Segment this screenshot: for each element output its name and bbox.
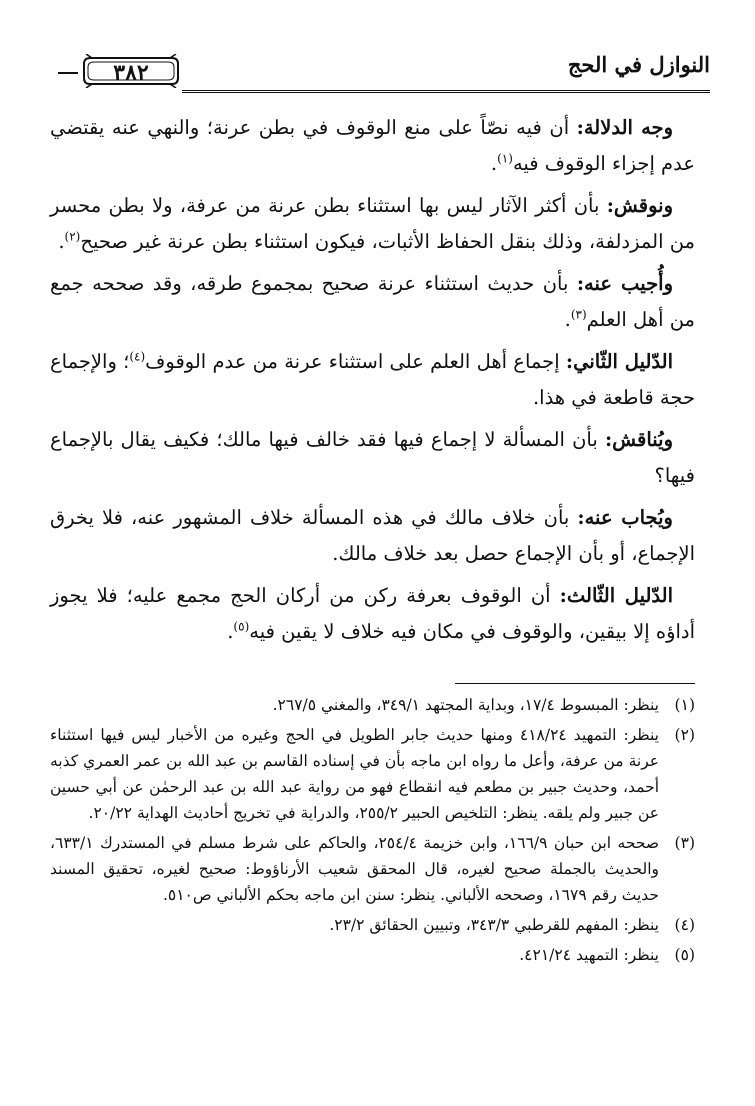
paragraph-tail: . [490, 152, 498, 175]
footnote-text: ينظر: التمهيد ٤٢١/٢٤. [519, 946, 659, 964]
footnote-ref: (٢) [64, 229, 81, 244]
paragraph-text: بأن المسألة لا إجماع فيها فقد خالف فيها مالك؛ فكيف يقال بالإجماع فيها؟ [50, 428, 695, 487]
paragraph-tail: . [58, 230, 65, 253]
header-dash [58, 72, 78, 74]
footnote-text: ينظر: التمهيد ٤١٨/٢٤ ومنها حديث جابر الطويل في الحج وغيره من الأخبار ليس فيها استثناء عرنة من عرفة، وأعل ما رواه ابن ماجه بأن في إسناده القاسم بن عبد الله بن عمر العمري كذبه أحمد، وحديث جبير بن مطعم فيه انقطاع فهو من رواية عبد الله بن عبد الرحمٰن عن أبي حسين عن جبير ولم يلقه. ينظر: التلخيص الحبير ٢٥٥/٢، والدراية في تخريج أحاديث الهداية ٢٠/٢٢. [50, 726, 659, 822]
footnote-number: (٣) [674, 834, 695, 852]
paragraph-lead: ويُناقش: [604, 428, 673, 451]
footnote-separator [455, 683, 695, 684]
footnotes [50, 692, 695, 972]
paragraph-lead: الدّليل الثّالث: [559, 584, 673, 607]
paragraph-text: أن الوقوف بعرفة ركن من أركان الحج مجمع عليه؛ فلا يجوز أداؤه إلا بيقين، والوقوف في مكان فيه خلاف لا يقين فيه [50, 584, 695, 643]
page-header [60, 50, 710, 96]
footnote-5 [50, 942, 695, 968]
main-text [50, 110, 695, 656]
footnote-ref: (١) [497, 151, 513, 166]
paragraph-lead: وأُجيب عنه: [576, 272, 673, 295]
header-rule [182, 90, 710, 93]
paragraph-2 [50, 188, 695, 260]
footnote-number: (٢) [674, 726, 695, 744]
paragraph-6 [50, 500, 695, 572]
footnote-ref: (٣) [570, 307, 587, 322]
footnote-text: ينظر: المفهم للقرطبي ٣٤٣/٣، وتبيين الحقائق ٢٣/٢. [329, 916, 659, 934]
paragraph-text: بأن خلاف مالك في هذه المسألة خلاف المشهور عنه، فلا يخرق الإجماع، أو بأن الإجماع حصل بعد خلاف مالك. [50, 506, 695, 565]
footnote-text: صححه ابن حبان ١٦٦/٩، وابن خزيمة ٢٥٤/٤، والحاكم على شرط مسلم في المستدرك ٦٣٣/١، والحديث بالجملة صحيح لغيره، قال المحقق شعيب الأرناؤوط: صحيح لغيره، تحقيق المسند حديث رقم ١٦٧٩، وصححه الألباني. ينظر: سنن ابن ماجه بحكم الألباني ص٥١٠. [50, 834, 660, 904]
paragraph-3 [50, 266, 695, 338]
paragraph-text: أن فيه نصّاً على منع الوقوف في بطن عرنة؛ والنهي عنه يقتضي عدم إجزاء الوقوف فيه [50, 116, 695, 175]
paragraph-5 [50, 422, 695, 494]
paragraph-tail: . [564, 308, 571, 331]
paragraph-text: بأن أكثر الآثار ليس بها استثناء بطن عرنة من عرفة، ولا بطن محسر من المزدلفة، وذلك بنقل الحفاظ الأثبات، فيكون استثناء بطن عرنة غير صحيح [50, 194, 695, 253]
book-title: النوازل في الحج [567, 52, 710, 77]
paragraph-lead: الدّليل الثّاني: [565, 350, 673, 373]
paragraph-7 [50, 578, 695, 650]
footnote-3 [50, 830, 695, 908]
footnote-number: (٥) [674, 946, 695, 964]
footnote-2 [50, 722, 695, 826]
footnote-ref: (٥) [233, 619, 250, 634]
paragraph-text: إجماع أهل العلم على استثناء عرنة من عدم الوقوف [145, 350, 566, 373]
footnote-ref: (٤) [129, 349, 146, 364]
paragraph-lead: ونوقش: [606, 194, 673, 217]
paragraph-tail: ؛ والإجماع حجة قاطعة في هذا. [50, 350, 695, 409]
footnote-text: ينظر: المبسوط ١٧/٤، وبداية المجتهد ٣٤٩/١، والمغني ٢٦٧/٥. [272, 696, 659, 714]
paragraph-4 [50, 344, 695, 416]
footnote-1 [50, 692, 695, 718]
paragraph-lead: ويُجاب عنه: [577, 506, 673, 529]
paragraph-1 [50, 110, 695, 182]
footnote-number: (٤) [674, 916, 695, 934]
page-number: ٣٨٢ [113, 60, 149, 86]
paragraph-lead: وجه الدلالة: [576, 116, 673, 139]
paragraph-tail: . [227, 620, 234, 643]
page-number-frame [82, 54, 180, 88]
footnote-number: (١) [674, 696, 695, 714]
paragraph-text: بأن حديث استثناء عرنة صحيح بمجموع طرقه، وقد صححه جمع من أهل العلم [50, 272, 695, 331]
footnote-4 [50, 912, 695, 938]
